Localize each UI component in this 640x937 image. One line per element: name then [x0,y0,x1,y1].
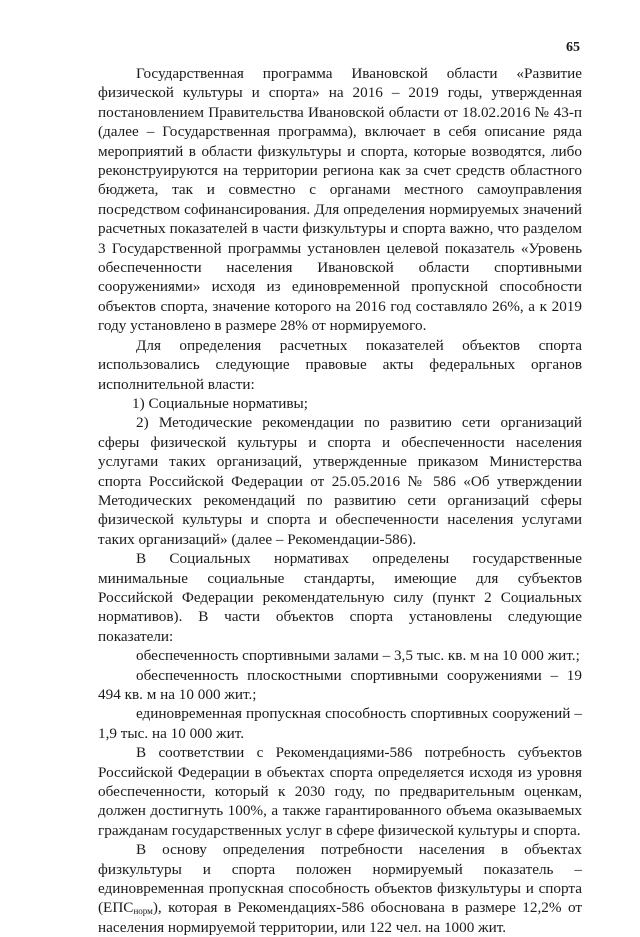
eps-text-after: ), которая в Рекомендациях-586 обоснована в размере 12,2% от населения нормируемой территории, или 122 чел. на 1000 жит. [98,899,582,936]
eps-text-before: В основу определения потребности населения в объектах физкультуры и спорта положен нормируемый показатель – единовременная пропускная способность объектов физкультуры и спорта (ЕПС [98,841,582,917]
indicator-throughput-capacity: единовременная пропускная способность спортивных сооружений – 1,9 тыс. на 10 000 жит. [98,705,582,742]
paragraph-recommendations-586: В соответствии с Рекомендациями-586 потребность субъектов Российской Федерации в объектах спорта определяется исходя из уровня обеспеченности, который к 2030 году, по предварительным оценкам, должен достигнуть 100%, а также гарантированного объема оказываемых гражданам государственных услуг в сфере физической культуры и спорта. [98,744,582,839]
paragraph-eps-norm [98,840,582,937]
indicator-sports-halls: обеспеченность спортивными залами – 3,5 тыс. кв. м на 10 000 жит.; [136,647,580,665]
paragraph-social-norms: В Социальных нормативах определены государственные минимальные социальные стандарты, имеющие для субъектов Российской Федерации рекомендательную силу (пункт 2 Социальных нормативов). В части объектов спорта установлены следующие показатели: [98,550,582,645]
paragraph-legal-acts-intro: Для определения расчетных показателей объектов спорта использовались следующие правовые акты федеральных органов исполнительной власти: [98,336,582,393]
eps-subscript: норм [133,906,153,917]
paragraph-state-program: Государственная программа Ивановской области «Развитие физической культуры и спорта» на 2016 – 2019 годы, утвержденная постановлением Правительства Ивановской области от 18.02.2016 № 43-п (далее – Государственная программа), включает в себя описание ряда мероприятий в области физкультуры и спорта, которые возводятся, либо реконструируются на территории региона как за счет средств областного бюджета, так и совместно с органами местного самоуправления посредством софинансирования. Для определения нормируемых значений расчетных показателей в части физкультуры и спорта важно, что разделом 3 Государственной программы установлен целевой показатель «Уровень обеспеченности населения Ивановской области спортивными сооружениями» исходя из единовременной пропускной способности объектов спорта, значение которого на 2016 год составляло 26%, а к 2019 году установлено в размере 28% от нормируемого. [98,65,582,335]
page-number: 65 [566,40,580,55]
list-item-method-recommendations: 2) Методические рекомендации по развитию сети организаций сферы физической культуры и спорта и обеспеченности населения услугами таких организаций, утвержденные приказом Министерства спорта Российской Федерации от 25.05.2016 № 586 «Об утверждении Методических рекомендаций по развитию сети организаций сферы физической культуры и спорта и обеспеченности населения услугами таких организаций» (далее – Рекомендации-586). [98,414,582,548]
indicator-flat-facilities: обеспеченность плоскостными спортивными сооружениями – 19 494 кв. м на 10 000 жит.; [98,666,582,703]
document-body [98,64,582,937]
list-item-social-norms: 1) Социальные нормативы; [132,394,308,412]
